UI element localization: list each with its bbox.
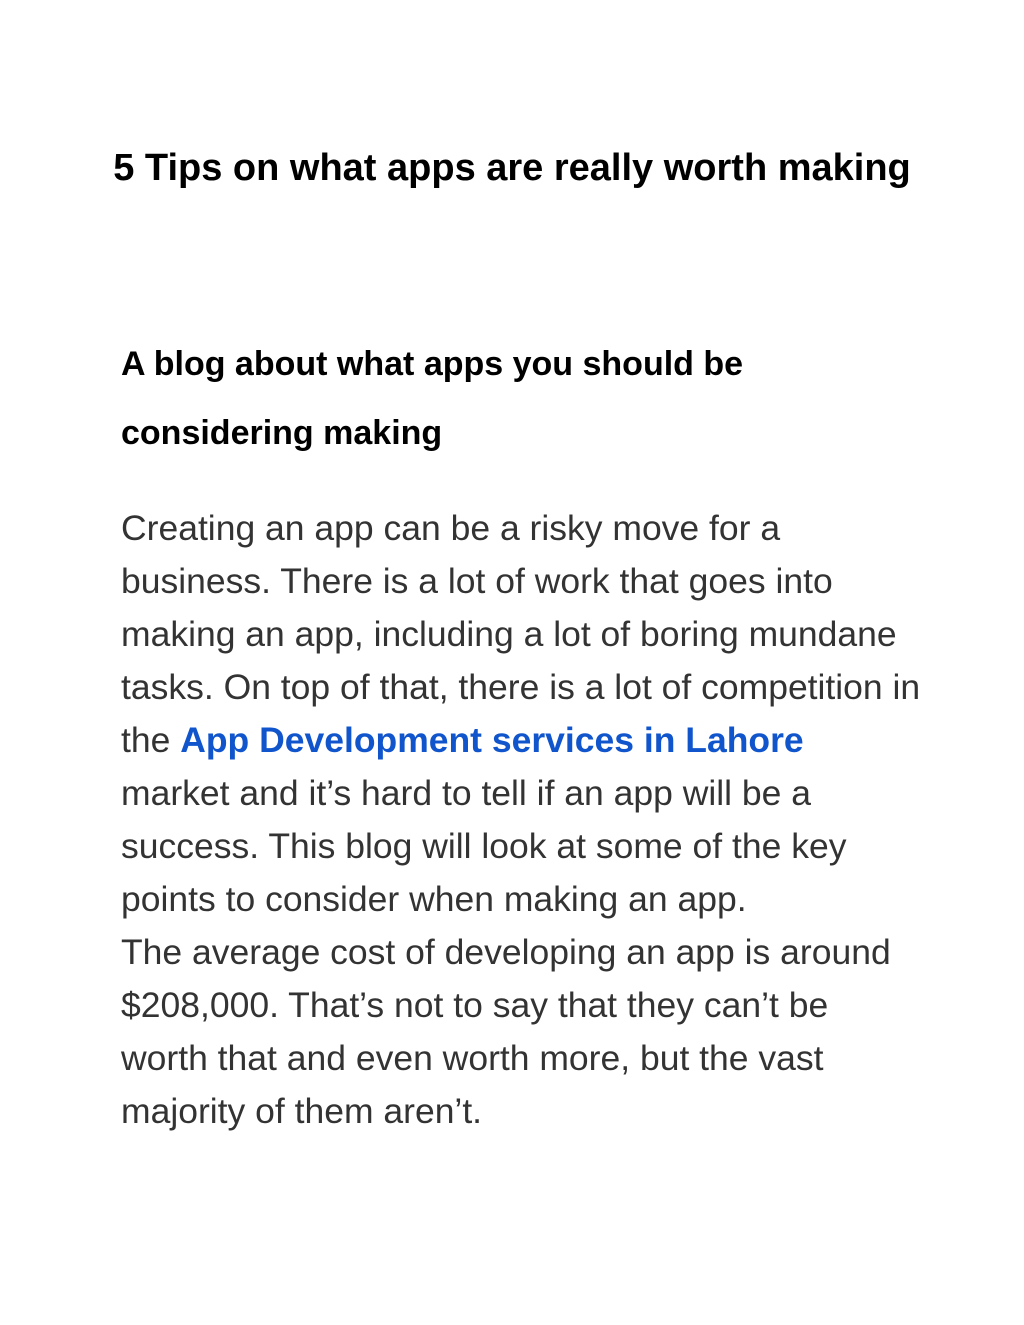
document-title: 5 Tips on what apps are really worth making	[113, 147, 911, 189]
paragraph-1-text-after-link: market and it’s hard to tell if an app will be a success. This blog will look at some of the key points to consider when making an app.	[121, 773, 847, 919]
body-paragraph-1	[121, 502, 921, 926]
document-body	[121, 502, 921, 1138]
app-development-services-link[interactable]: App Development services in Lahore	[180, 720, 804, 760]
body-paragraph-2: The average cost of developing an app is around $208,000. That’s not to say that they can’t be worth that and even worth more, but the vast majority of them aren’t.	[121, 932, 891, 1131]
document-subtitle: A blog about what apps you should be considering making	[121, 345, 744, 452]
paragraph-1-text-before-link: Creating an app can be a risky move for a business. There is a lot of work that goes into making an app, including a lot of boring mundane tasks. On top of that, there is a lot of competition in the	[121, 508, 921, 760]
